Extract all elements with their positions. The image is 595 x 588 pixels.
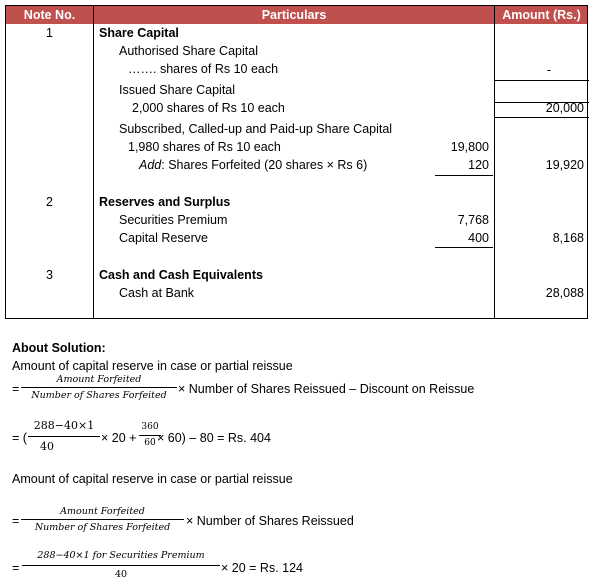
add-text: : Shares Forfeited (20 shares × Rs 6) xyxy=(161,158,368,172)
amount-rule xyxy=(494,117,589,118)
fraction-bar xyxy=(21,387,177,388)
column-divider xyxy=(93,6,94,318)
note-title: Cash and Cash Equivalents xyxy=(99,268,263,282)
fraction-denominator: 60 xyxy=(144,438,156,448)
amount-value: 19,920 xyxy=(545,158,584,172)
particular-text: Issued Share Capital xyxy=(119,83,236,97)
fraction-denominator: 40 xyxy=(114,569,128,580)
formula-text: × 20 = Rs. 124 xyxy=(221,561,304,575)
subtotal-rule xyxy=(435,175,493,176)
amount-value: - xyxy=(546,63,551,77)
header-amount: Amount (Rs.) xyxy=(502,8,581,22)
amount-value: 28,088 xyxy=(545,286,584,300)
fraction-denominator: 40 xyxy=(40,440,54,453)
fraction xyxy=(21,506,184,536)
equals-sign: = xyxy=(12,514,20,528)
particular-text xyxy=(139,157,367,173)
subtotal-value: 120 xyxy=(468,158,489,172)
header-note-no: Note No. xyxy=(23,8,76,22)
equals-sign: = xyxy=(12,382,20,396)
notes-table xyxy=(5,5,588,319)
particular-text: Authorised Share Capital xyxy=(119,44,258,58)
solution-line: Amount of capital reserve in case or partial reissue xyxy=(12,359,293,373)
fraction-numerator: Amount Forfeited xyxy=(56,374,142,385)
equals-sign: = xyxy=(12,561,20,575)
fraction-numerator: 288−40×1 xyxy=(33,419,95,432)
fraction-bar xyxy=(22,565,220,566)
fraction-bar xyxy=(21,519,184,520)
header-particulars: Particulars xyxy=(261,8,327,22)
fraction-denominator: Number of Shares Forfeited xyxy=(34,522,171,533)
particular-text: Subscribed, Called-up and Paid-up Share Capital xyxy=(119,122,393,136)
note-number: 2 xyxy=(46,195,53,209)
particular-text: Capital Reserve xyxy=(119,231,208,245)
amount-rule xyxy=(494,80,589,81)
note-title: Reserves and Surplus xyxy=(99,195,231,209)
subtotal-value: 400 xyxy=(468,231,489,245)
particular-text: 2,000 shares of Rs 10 each xyxy=(132,101,285,115)
subtotal-rule xyxy=(435,247,493,248)
particular-text: ……. shares of Rs 10 each xyxy=(128,62,279,76)
fraction-bar xyxy=(28,436,100,437)
formula-text: × Number of Shares Reissued – Discount on Reissue xyxy=(178,382,475,396)
note-title: Share Capital xyxy=(99,26,179,40)
note-number: 3 xyxy=(46,268,53,282)
fraction xyxy=(28,419,100,455)
formula-text: = ( xyxy=(12,431,27,445)
fraction-numerator: 360 xyxy=(141,422,159,432)
solution-line: Amount of capital reserve in case or partial reissue xyxy=(12,472,293,486)
subtotal-value: 7,768 xyxy=(457,213,489,227)
fraction-denominator: Number of Shares Forfeited xyxy=(31,390,167,401)
fraction xyxy=(22,550,220,584)
formula-text: × Number of Shares Reissued xyxy=(186,514,354,528)
solution-heading: About Solution: xyxy=(12,341,106,355)
fraction xyxy=(21,374,177,404)
particular-text: Cash at Bank xyxy=(119,286,195,300)
particular-text: Securities Premium xyxy=(119,213,228,227)
add-label: Add xyxy=(139,158,162,172)
fraction-numerator: 288−40×1 for Securities Premium xyxy=(37,550,205,561)
fraction-numerator: Amount Forfeited xyxy=(60,506,145,517)
amount-value: 8,168 xyxy=(552,231,584,245)
note-number: 1 xyxy=(46,26,53,40)
amount-value: 20,000 xyxy=(545,101,584,115)
formula-text: × 60) – 80 = Rs. 404 xyxy=(157,431,271,445)
particular-text: 1,980 shares of Rs 10 each xyxy=(128,140,281,154)
formula-text: × 20 + xyxy=(101,431,137,445)
subtotal-value: 19,800 xyxy=(450,140,489,154)
